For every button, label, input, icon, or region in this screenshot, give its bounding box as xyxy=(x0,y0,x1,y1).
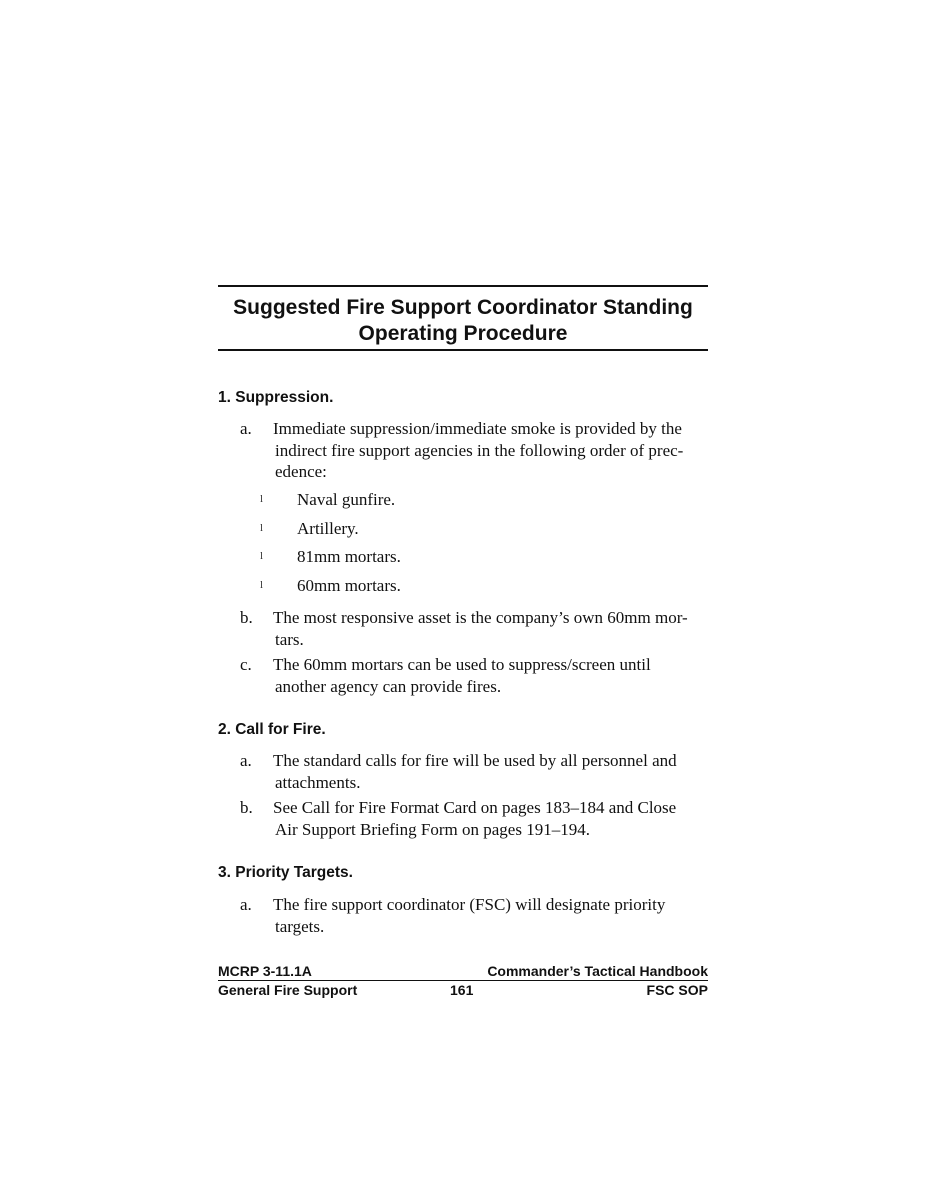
bullet-icon: l xyxy=(260,550,264,562)
footer-doc-id: MCRP 3-11.1A xyxy=(218,963,312,979)
footer-handbook-title: Commander’s Tactical Handbook xyxy=(487,963,708,979)
list-item xyxy=(240,797,708,840)
item-line: The fire support coordinator (FSC) will designate priority xyxy=(273,895,666,914)
bullet-text: 81mm mortars. xyxy=(297,547,401,566)
item-letter: a. xyxy=(240,751,252,770)
title-top-rule xyxy=(218,285,708,287)
item-line: The 60mm mortars can be used to suppress/screen until xyxy=(273,655,651,674)
item-line: another agency can provide fires. xyxy=(275,676,502,696)
item-line: Immediate suppression/immediate smoke is provided by the xyxy=(273,419,682,438)
item-line: The most responsive asset is the company’s own 60mm mor- xyxy=(273,608,688,627)
section-heading-suppression: 1. Suppression. xyxy=(218,389,334,406)
item-line: indirect fire support agencies in the following order of prec- xyxy=(275,440,684,460)
bullet-text: Naval gunfire. xyxy=(297,490,396,509)
bullet-item xyxy=(260,546,560,568)
page-title xyxy=(218,295,708,349)
item-letter: c. xyxy=(240,655,252,674)
item-line: See Call for Fire Format Card on pages 183–184 and Close xyxy=(273,798,677,817)
bullet-icon: l xyxy=(260,579,264,591)
list-item xyxy=(240,750,708,793)
section-heading-priority-targets: 3. Priority Targets. xyxy=(218,864,353,881)
footer-chapter: General Fire Support xyxy=(218,982,358,998)
title-bottom-rule xyxy=(218,349,708,351)
footer-section: FSC SOP xyxy=(646,982,708,998)
title-line-1: Suggested Fire Support Coordinator Standing xyxy=(233,296,693,319)
item-letter: b. xyxy=(240,608,253,627)
footer-page-number: 161 xyxy=(450,982,474,998)
list-item xyxy=(240,654,708,697)
section-heading-call-for-fire: 2. Call for Fire. xyxy=(218,721,326,738)
bullet-item xyxy=(260,575,560,597)
item-letter: b. xyxy=(240,798,253,817)
bullet-text: 60mm mortars. xyxy=(297,576,401,595)
item-line: Air Support Briefing Form on pages 191–194. xyxy=(275,819,590,839)
item-line: attachments. xyxy=(275,772,361,792)
list-item xyxy=(240,894,708,937)
bullet-item xyxy=(260,518,560,540)
bullet-icon: l xyxy=(260,493,264,505)
list-item xyxy=(240,418,708,483)
item-line: The standard calls for fire will be used by all personnel and xyxy=(273,751,677,770)
item-line: edence: xyxy=(275,462,327,481)
title-line-2: Operating Procedure xyxy=(358,322,568,345)
bullet-icon: l xyxy=(260,522,264,534)
page-body xyxy=(218,285,708,936)
item-line: targets. xyxy=(275,916,325,936)
item-letter: a. xyxy=(240,419,252,438)
bullet-item xyxy=(260,489,560,511)
page-footer xyxy=(218,962,708,999)
item-line: tars. xyxy=(275,629,304,649)
list-item xyxy=(240,607,708,650)
item-letter: a. xyxy=(240,895,252,914)
bullet-text: Artillery. xyxy=(297,519,359,538)
